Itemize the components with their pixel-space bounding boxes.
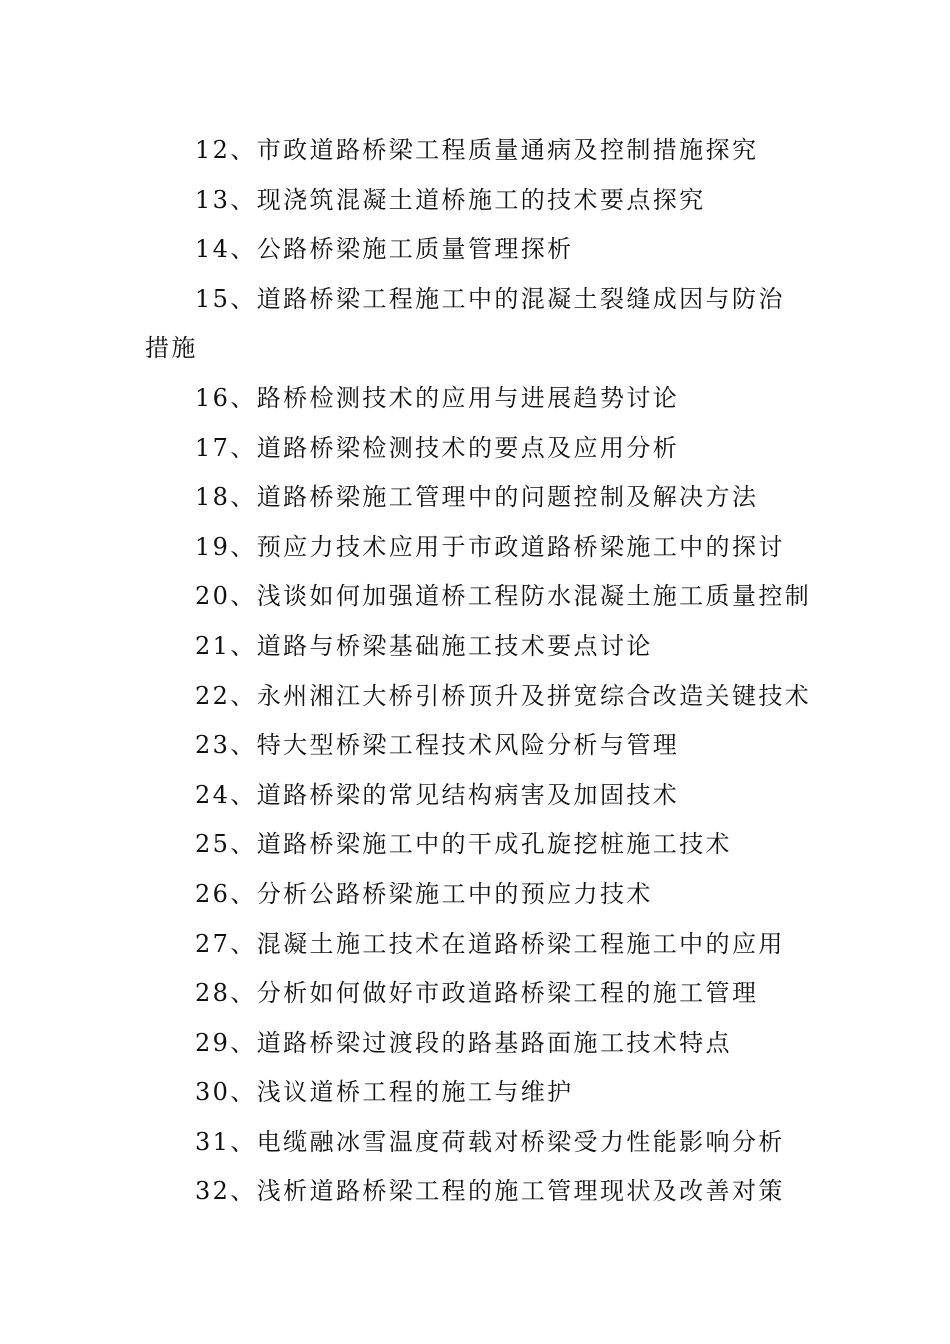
item-number: 16、 — [195, 383, 257, 412]
item-number: 25、 — [195, 830, 257, 859]
list-item — [145, 870, 795, 920]
item-number: 32、 — [195, 1177, 257, 1206]
item-number: 15、 — [195, 284, 257, 313]
item-number: 17、 — [195, 433, 257, 462]
item-number: 28、 — [195, 979, 257, 1008]
item-title: 混凝土施工技术在道路桥梁工程施工中的应用 — [256, 929, 785, 958]
list-item — [145, 275, 795, 374]
item-title: 道路桥梁过渡段的路基路面施工技术特点 — [256, 1028, 732, 1057]
item-title: 永州湘江大桥引桥顶升及拼宽综合改造关键技术 — [256, 681, 812, 710]
item-number: 14、 — [195, 235, 257, 264]
list-item — [145, 672, 812, 722]
item-number: 26、 — [195, 879, 257, 908]
list-item — [145, 523, 795, 573]
list-item — [145, 374, 795, 424]
list-item — [145, 176, 795, 226]
item-title: 道路桥梁的常见结构病害及加固技术 — [256, 780, 680, 809]
list-item — [145, 1019, 795, 1069]
item-title: 浅谈如何加强道桥工程防水混凝土施工质量控制 — [256, 582, 812, 611]
item-number: 20、 — [195, 582, 257, 611]
item-title: 现浇筑混凝土道桥施工的技术要点探究 — [256, 185, 706, 214]
list-item — [145, 225, 795, 275]
list-item — [145, 1068, 795, 1118]
item-title: 公路桥梁施工质量管理探析 — [256, 235, 574, 264]
item-number: 29、 — [195, 1028, 257, 1057]
item-title: 市政道路桥梁工程质量通病及控制措施探究 — [256, 136, 759, 164]
list-item — [145, 969, 795, 1019]
item-number: 24、 — [195, 780, 257, 809]
list-item — [145, 473, 795, 523]
item-title: 分析公路桥梁施工中的预应力技术 — [256, 879, 653, 908]
item-number: 13、 — [195, 185, 257, 214]
item-number: 18、 — [195, 483, 257, 512]
item-number: 22、 — [195, 681, 257, 710]
list-item — [145, 126, 795, 176]
item-title: 道路桥梁施工中的干成孔旋挖桩施工技术 — [256, 830, 732, 859]
item-number: 21、 — [195, 631, 257, 660]
item-number: 12、 — [195, 136, 257, 164]
list-item — [145, 771, 795, 821]
list-item — [145, 424, 795, 474]
list-item — [145, 1118, 795, 1168]
item-number: 30、 — [195, 1078, 257, 1107]
item-title: 特大型桥梁工程技术风险分析与管理 — [256, 731, 680, 760]
item-number: 23、 — [195, 731, 257, 760]
item-title: 道路与桥梁基础施工技术要点讨论 — [256, 631, 653, 660]
list-item — [145, 920, 795, 970]
item-title: 分析如何做好市政道路桥梁工程的施工管理 — [256, 979, 759, 1008]
item-title: 道路桥梁工程施工中的混凝土裂缝成因与防治措施 — [145, 284, 785, 363]
list-item — [145, 1167, 795, 1217]
item-title: 浅析道路桥梁工程的施工管理现状及改善对策 — [256, 1177, 785, 1206]
item-title: 电缆融冰雪温度荷载对桥梁受力性能影响分析 — [256, 1127, 785, 1156]
item-title: 道路桥梁施工管理中的问题控制及解决方法 — [256, 483, 759, 512]
list-item — [145, 820, 795, 870]
item-title: 浅议道桥工程的施工与维护 — [256, 1078, 574, 1107]
item-number: 27、 — [195, 929, 257, 958]
topic-list — [145, 126, 812, 1217]
item-title: 预应力技术应用于市政道路桥梁施工中的探讨 — [256, 532, 785, 561]
item-title: 路桥检测技术的应用与进展趋势讨论 — [256, 383, 680, 412]
item-number: 31、 — [195, 1127, 257, 1156]
list-item — [145, 622, 795, 672]
list-item — [145, 721, 795, 771]
list-item — [145, 572, 812, 622]
item-number: 19、 — [195, 532, 257, 561]
item-title: 道路桥梁检测技术的要点及应用分析 — [256, 433, 680, 462]
